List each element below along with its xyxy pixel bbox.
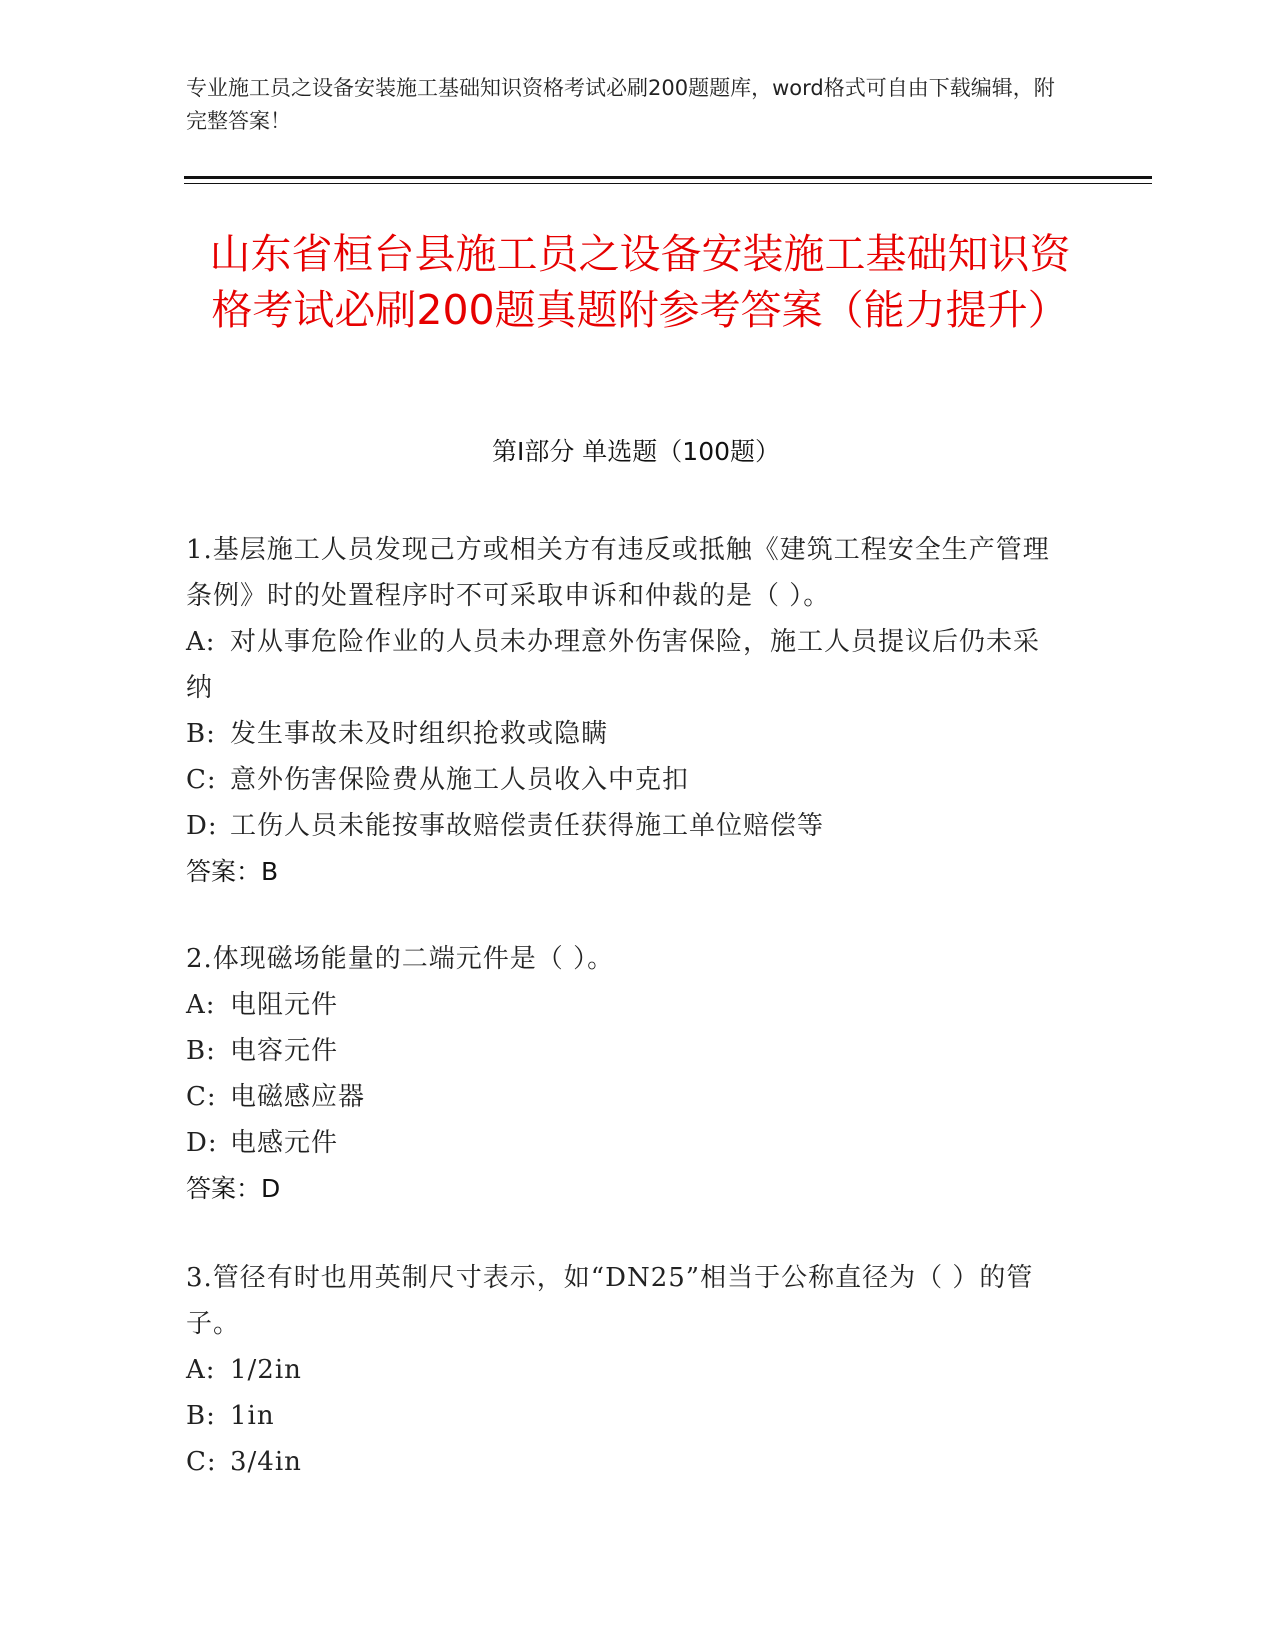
option-text: 工伤人员未能按事故赔偿责任获得施工单位赔偿等: [230, 811, 825, 841]
option-letter: A:: [186, 1355, 216, 1385]
question-stem: 2.体现磁场能量的二端元件是（ ）。: [186, 944, 615, 974]
document-title: 山东省桓台县施工员之设备安装施工基础知识资格考试必刷200题真题附参考答案（能力提升）: [209, 230, 1071, 334]
header-divider-thin: [184, 183, 1152, 184]
question-1: [186, 527, 1066, 895]
answer-line: 答案：B: [186, 857, 279, 886]
option-text: 发生事故未及时组织抢救或隐瞒: [230, 719, 609, 749]
option-letter: B:: [186, 1036, 216, 1066]
answer-line: 答案：D: [186, 1174, 281, 1203]
section-title: 第Ⅰ部分 单选题（100题）: [491, 437, 781, 466]
option-text: 1/2in: [230, 1355, 302, 1385]
option-a: [186, 619, 1066, 711]
option-letter: A:: [186, 627, 216, 657]
option-text: 电容元件: [230, 1036, 339, 1066]
option-d: [186, 803, 1066, 849]
option-d: [186, 1120, 1066, 1166]
option-b: [186, 711, 1066, 757]
option-text: 电阻元件: [230, 990, 339, 1020]
option-letter: C:: [186, 765, 217, 795]
question-3: [186, 1255, 1066, 1485]
option-letter: A:: [186, 990, 216, 1020]
option-text: 1in: [230, 1401, 275, 1431]
option-c: [186, 1439, 1066, 1485]
option-letter: C:: [186, 1082, 217, 1112]
option-b: [186, 1028, 1066, 1074]
question-2: [186, 936, 1066, 1212]
option-letter: D:: [186, 811, 218, 841]
option-letter: B:: [186, 1401, 216, 1431]
option-c: [186, 757, 1066, 803]
option-a: [186, 982, 1066, 1028]
option-text: 3/4in: [230, 1447, 302, 1477]
option-text: 电磁感应器: [230, 1082, 366, 1112]
header-note: 专业施工员之设备安装施工基础知识资格考试必刷200题题库，word格式可自由下载编辑，附完整答案！: [186, 76, 1055, 133]
option-text: 对从事危险作业的人员未办理意外伤害保险，施工人员提议后仍未采纳: [186, 627, 1041, 703]
option-text: 电感元件: [230, 1128, 339, 1158]
option-c: [186, 1074, 1066, 1120]
option-b: [186, 1393, 1066, 1439]
question-stem: 1.基层施工人员发现己方或相关方有违反或抵触《建筑工程安全生产管理条例》时的处置程序时不可采取申诉和仲裁的是（ ）。: [186, 535, 1050, 611]
option-letter: C:: [186, 1447, 217, 1477]
option-letter: B:: [186, 719, 216, 749]
option-text: 意外伤害保险费从施工人员收入中克扣: [230, 765, 690, 795]
header-divider-thick: [184, 176, 1152, 179]
option-letter: D:: [186, 1128, 218, 1158]
question-stem: 3.管径有时也用英制尺寸表示，如“DN25”相当于公称直径为（ ）的管子。: [186, 1263, 1034, 1339]
option-a: [186, 1347, 1066, 1393]
